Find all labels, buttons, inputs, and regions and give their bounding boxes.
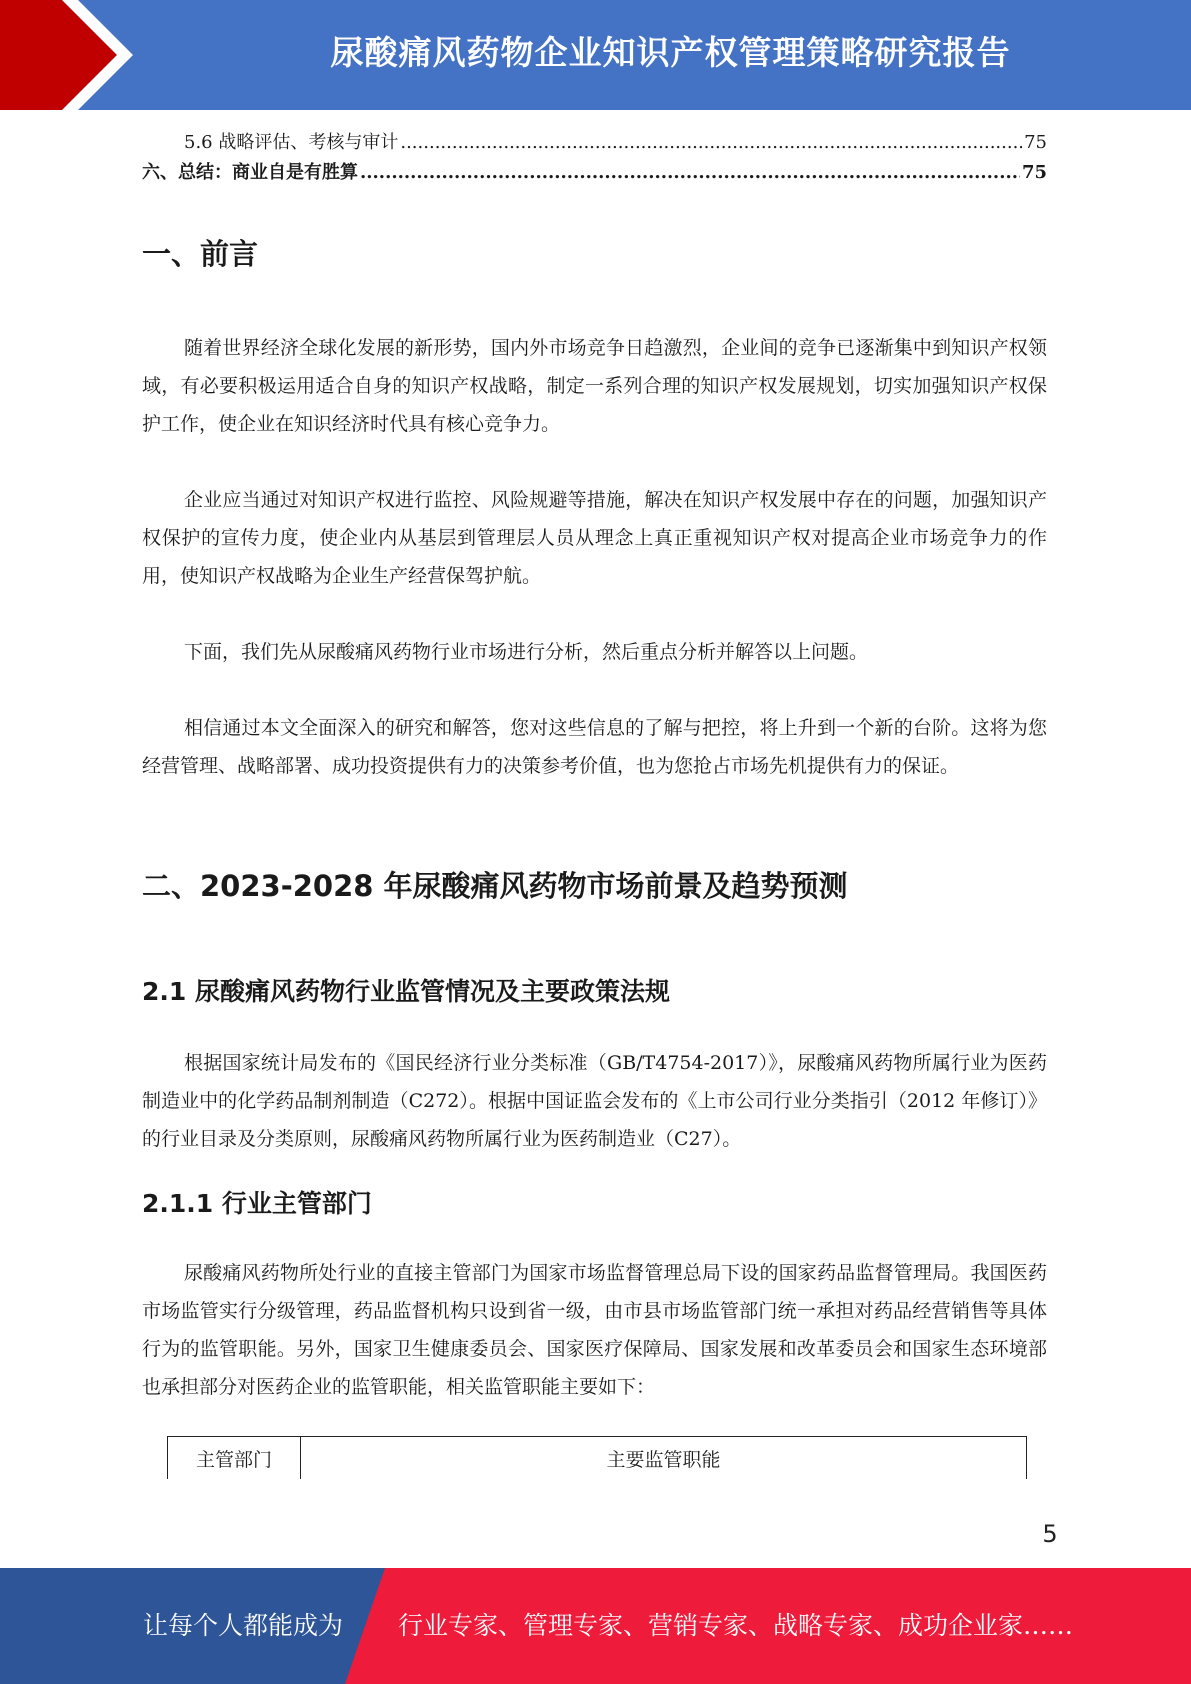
footer-slogan-right: 行业专家、管理专家、营销专家、战略专家、成功企业家…… (398, 1611, 1074, 1640)
footer-slogan-left: 让每个人都能成为 (143, 1611, 344, 1640)
paragraph: 随着世界经济全球化发展的新形势，国内外市场竞争日趋激烈，企业间的竞争已逐渐集中到知识产权领域，有必要积极运用适合自身的知识产权战略，制定一系列合理的知识产权发展规划，切实加强知识产权保护工作，使企业在知识经济时代具有核心竞争力。 (142, 337, 1047, 435)
subsection-heading-regulation: 2.1 尿酸痛风药物行业监管情况及主要政策法规 (142, 977, 670, 1006)
toc-leader-dots (360, 158, 1020, 188)
toc-list (142, 128, 1047, 188)
section-heading-preface: 一、前言 (142, 237, 259, 271)
header-banner (0, 0, 1191, 110)
page-number: 5 (1042, 1520, 1058, 1548)
table-header-cell: 主要监管职能 (606, 1448, 721, 1471)
footer-banner (0, 1568, 1191, 1684)
subsection-heading-authorities: 2.1.1 行业主管部门 (142, 1189, 372, 1218)
paragraph: 尿酸痛风药物所处行业的直接主管部门为国家市场监督管理总局下设的国家药品监督管理局。我国医药市场监管实行分级管理，药品监督机构只设到省一级，由市县市场监管部门统一承担对药品经营销售等具体行为的监管职能。另外，国家卫生健康委员会、国家医疗保障局、国家发展和改革委员会和国家生态环境部也承担部分对医药企业的监管职能，相关监管职能主要如下： (142, 1262, 1047, 1398)
paragraph: 下面，我们先从尿酸痛风药物行业市场进行分析，然后重点分析并解答以上问题。 (184, 641, 869, 663)
page-content (142, 128, 1047, 1471)
section-heading-market-outlook: 二、2023-2028 年尿酸痛风药物市场前景及趋势预测 (142, 869, 848, 903)
paragraph: 根据国家统计局发布的《国民经济行业分类标准（GB/T4754-2017）》，尿酸痛风药物所属行业为医药制造业中的化学药品制剂制造（C272）。根据中国证监会发布的《上市公司行业分类指引（2012 年修订）》的行业目录及分类原则，尿酸痛风药物所属行业为医药制造业（C27）。 (142, 1052, 1047, 1150)
regulation-table (167, 1436, 1027, 1479)
report-title: 尿酸痛风药物企业知识产权管理策略研究报告 (330, 33, 1011, 72)
table-header-cell: 主管部门 (168, 1437, 301, 1479)
paragraph: 企业应当通过对知识产权进行监控、风险规避等措施，解决在知识产权发展中存在的问题，加强知识产权保护的宣传力度，使企业内从基层到管理层人员从理念上真正重视知识产权对提高企业市场竞争力的作用，使知识产权战略为企业生产经营保驾护航。 (142, 489, 1047, 587)
toc-entry[interactable]: 六、总结：商业自是有胜算 ..... 75 (142, 158, 1047, 188)
toc-entry[interactable]: 5.6 战略评估、考核与审计 ..... 75 (142, 128, 1047, 158)
paragraph: 相信通过本文全面深入的研究和解答，您对这些信息的了解与把控，将上升到一个新的台阶。这将为您经营管理、战略部署、成功投资提供有力的决策参考价值，也为您抢占市场先机提供有力的保证。 (142, 717, 1047, 777)
chevron-arrow-icon (0, 0, 160, 110)
toc-leader-dots (400, 128, 1022, 158)
